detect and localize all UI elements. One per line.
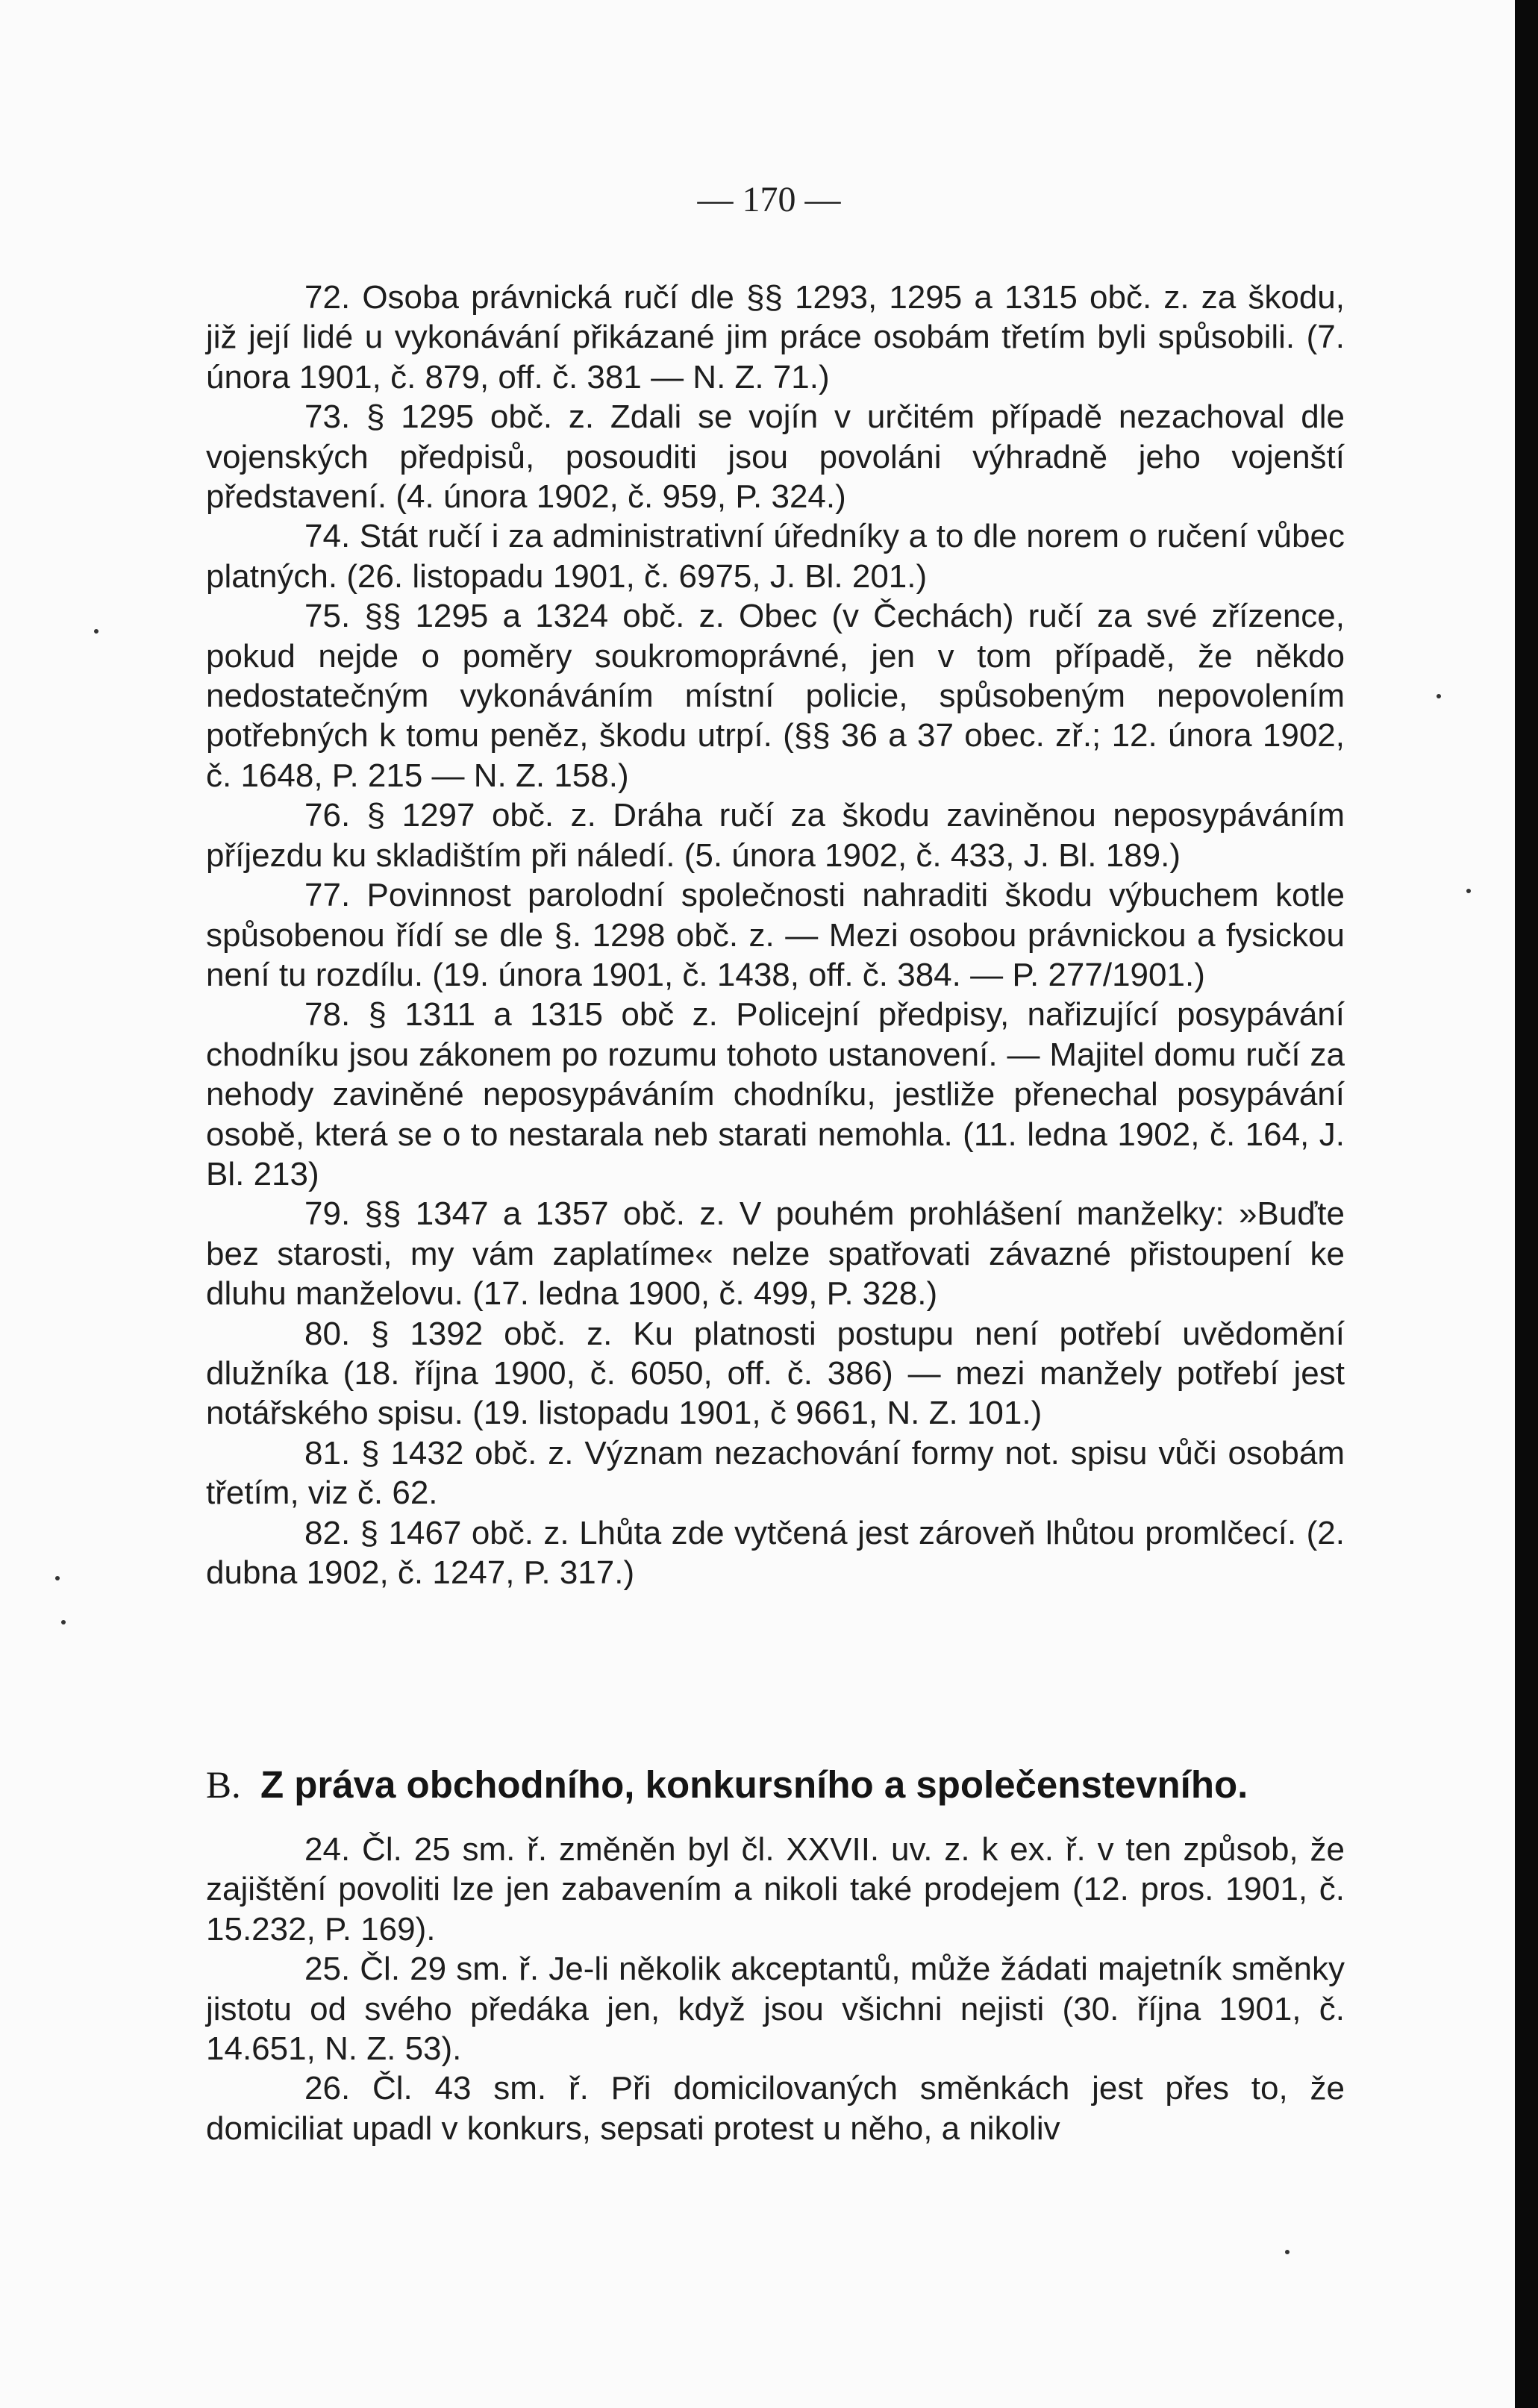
section-letter: B. [206, 1765, 241, 1807]
entry-b-24: 24. Čl. 25 sm. ř. změněn byl čl. XXVII. uv. z. k ex. ř. v ten způsob, že zajištění povoliti lze jen zabavením a nikoli také prodejem (12. pros. 1901, č. 15.232, P. 169). [206, 1831, 1345, 1948]
scan-speck [55, 1576, 60, 1580]
entry-b-26: 26. Čl. 43 sm. ř. Při domicilovaných směnkách jest přes to, že domiciliat upadl v konkurs, sepsati protest u něho, a nikoliv [206, 2070, 1345, 2147]
section-b-list [206, 1830, 1345, 2148]
entry-82: 82. § 1467 obč. z. Lhůta zde vytčená jest zároveň lhůtou promlčecí. (2. dubna 1902, č. 1247, P. 317.) [206, 1514, 1345, 1591]
entry-80: 80. § 1392 obč. z. Ku platnosti postupu není potřebí uvědomění dlužníka (18. října 1900, č. 6050, off. č. 386) — mezi manžely potřebí jest notářského spisu. (19. listopadu 1901, č 9661, N. Z. 101.) [206, 1315, 1345, 1432]
scan-speck [1466, 889, 1471, 893]
entry-78: 78. § 1311 a 1315 obč z. Policejní předpisy, nařizující posypávání chodníku jsou zákonem po rozumu tohoto ustanovení. — Majitel domu ručí za nehody zaviněné neposypáváním chodníku, jestliže přenechal posypávání osobě, která se o to nestarala neb starati nemohla. (11. ledna 1902, č. 164, J. Bl. 213) [206, 996, 1345, 1192]
entry-77: 77. Povinnost parolodní společnosti nahraditi škodu výbuchem kotle spůsobenou řídí se dle §. 1298 obč. z. — Mezi osobou právnickou a fysickou není tu rozdílu. (19. února 1901, č. 1438, off. č. 384. — P. 277/1901.) [206, 877, 1345, 993]
decisions-list [206, 278, 1345, 1592]
entry-79: 79. §§ 1347 a 1357 obč. z. V pouhém prohlášení manželky: »Buďte bez starosti, my vám zaplatíme« nelze spatřovati závazné přistoupení ke dluhu manželovu. (17. ledna 1900, č. 499, P. 328.) [206, 1195, 1345, 1313]
entry-72: 72. Osoba právnická ručí dle §§ 1293, 1295 a 1315 obč. z. za škodu, již její lidé u vykonávání přikázané jim práce osobám třetím byli spůsobili. (7. února 1901, č. 879, off. č. 381 — N. Z. 71.) [206, 279, 1345, 395]
scan-speck [1437, 694, 1441, 698]
entry-73: 73. § 1295 obč. z. Zdali se vojín v určitém případě nezachoval dle vojenských předpisů, posouditi jsou povoláni výhradně jeho vojenští představení. (4. února 1902, č. 959, P. 324.) [206, 398, 1345, 516]
entry-74: 74. Stát ručí i za administrativní úředníky a to dle norem o ručení vůbec platných. (26. listopadu 1901, č. 6975, J. Bl. 201.) [206, 518, 1345, 595]
scan-speck [94, 629, 99, 634]
entry-75: 75. §§ 1295 a 1324 obč. z. Obec (v Čechách) ručí za své zřízence, pokud nejde o poměry soukromoprávné, jen v tom případě, že někdo nedostatečným vykonáváním místní policie, spůsobeným nepovolením potřebných k tomu peněz, škodu utrpí. (§§ 36 a 37 obec. zř.; 12. února 1902, č. 1648, P. 215 — N. Z. 158.) [206, 598, 1345, 794]
entry-76: 76. § 1297 obč. z. Dráha ručí za škodu zaviněnou neposypáváním příjezdu ku skladištím při náledí. (5. února 1902, č. 433, J. Bl. 189.) [206, 797, 1345, 874]
section-heading [206, 1761, 1345, 1810]
scan-speck [61, 1620, 66, 1624]
section-title: Z práva obchodního, konkursního a společenstevního. [260, 1763, 1248, 1806]
entry-b-25: 25. Čl. 29 sm. ř. Je-li několik akceptantů, může žádati majetník směnky jistotu od svého předáka jen, když jsou všichni nejisti (30. října 1901, č. 14.651, N. Z. 53). [206, 1951, 1345, 2068]
page-number: — 170 — [697, 180, 841, 219]
entry-81: 81. § 1432 obč. z. Význam nezachování formy not. spisu vůči osobám třetím, viz č. 62. [206, 1434, 1345, 1512]
scan-speck [1285, 2250, 1290, 2254]
